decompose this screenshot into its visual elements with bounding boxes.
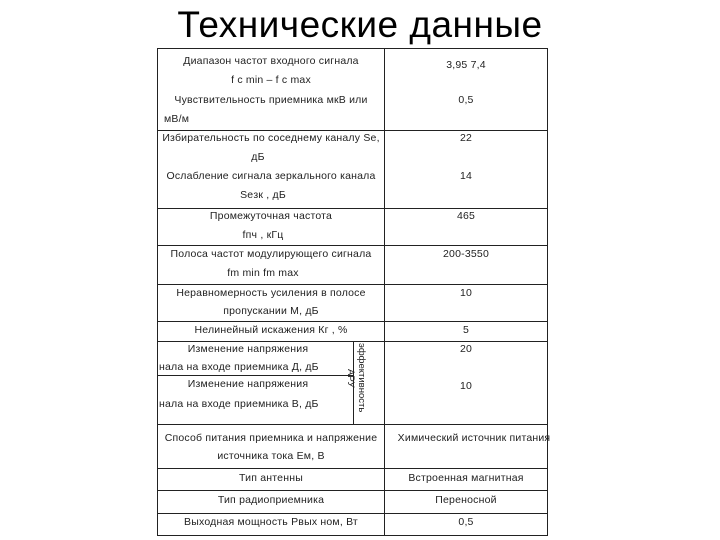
param-text: дБ [251,151,265,163]
param-text: Чувствительность приемника мкВ или [174,94,368,106]
value-text: 465 [456,210,476,222]
param-text: нала на входе приемника В, дБ [159,398,319,410]
row-divider [158,468,547,469]
row-divider [158,130,547,131]
param-text: Полоса частот модулирующего сигнала [170,248,372,260]
param-text: Seзк , дБ [240,189,286,201]
param-text: Изменение напряжения [187,343,309,355]
value-text: 0,5 [458,94,474,106]
param-text: fпч , кГц [242,229,284,241]
param-text: Диапазон частот входного сигнала [183,55,359,67]
row-divider [158,375,353,376]
value-text: Переносной [435,494,497,506]
row-divider [158,245,547,246]
efficiency-label: эффективность [356,343,367,413]
param-text: Неравномерность усиления в полосе [176,287,366,299]
value-text: Встроенная магнитная [408,472,524,484]
page-title: Технические данные [177,4,543,45]
value-text: 20 [459,343,473,355]
row-divider [158,208,547,209]
value-text: 14 [459,170,473,182]
value-text: 0,5 [458,516,474,528]
param-text: Выходная мощность Рвых ном, Вт [184,516,358,528]
param-text: Тип антенны [239,472,303,484]
value-text: 22 [459,132,473,144]
param-text: Промежуточная частота [209,210,333,222]
param-text: Тип радиоприемника [217,494,325,506]
param-text: пропускании М, дБ [223,305,319,317]
param-text: Нелинейный искажения Кг , % [194,324,348,336]
param-text: источника тока Ем, В [217,450,325,462]
row-divider [158,424,547,425]
param-text: мВ/м [164,113,190,125]
param-text: Способ питания приемника и напряжение [164,432,378,444]
column-divider [384,49,385,535]
value-text: 200-3550 [443,248,489,260]
param-text: fm min fm max [227,267,299,279]
row-divider [158,490,547,491]
value-text: 10 [459,287,473,299]
param-text: Ослабление сигнала зеркального канала [166,170,376,182]
agc-label: АРУ [345,369,356,388]
param-text: f с min – f с max [231,74,311,86]
value-text: 5 [462,324,470,336]
param-text: нала на входе приемника Д, дБ [159,361,319,373]
value-text: 3,95 7,4 [446,59,486,71]
param-text: Изменение напряжения [187,378,309,390]
tech-data-table [157,48,551,536]
row-divider [158,321,547,322]
param-text: Избирательность по соседнему каналу Se, [162,132,380,144]
value-text: 10 [459,380,473,392]
row-divider [158,513,547,514]
row-divider [158,284,547,285]
value-text: Химический источник питания [397,432,551,444]
